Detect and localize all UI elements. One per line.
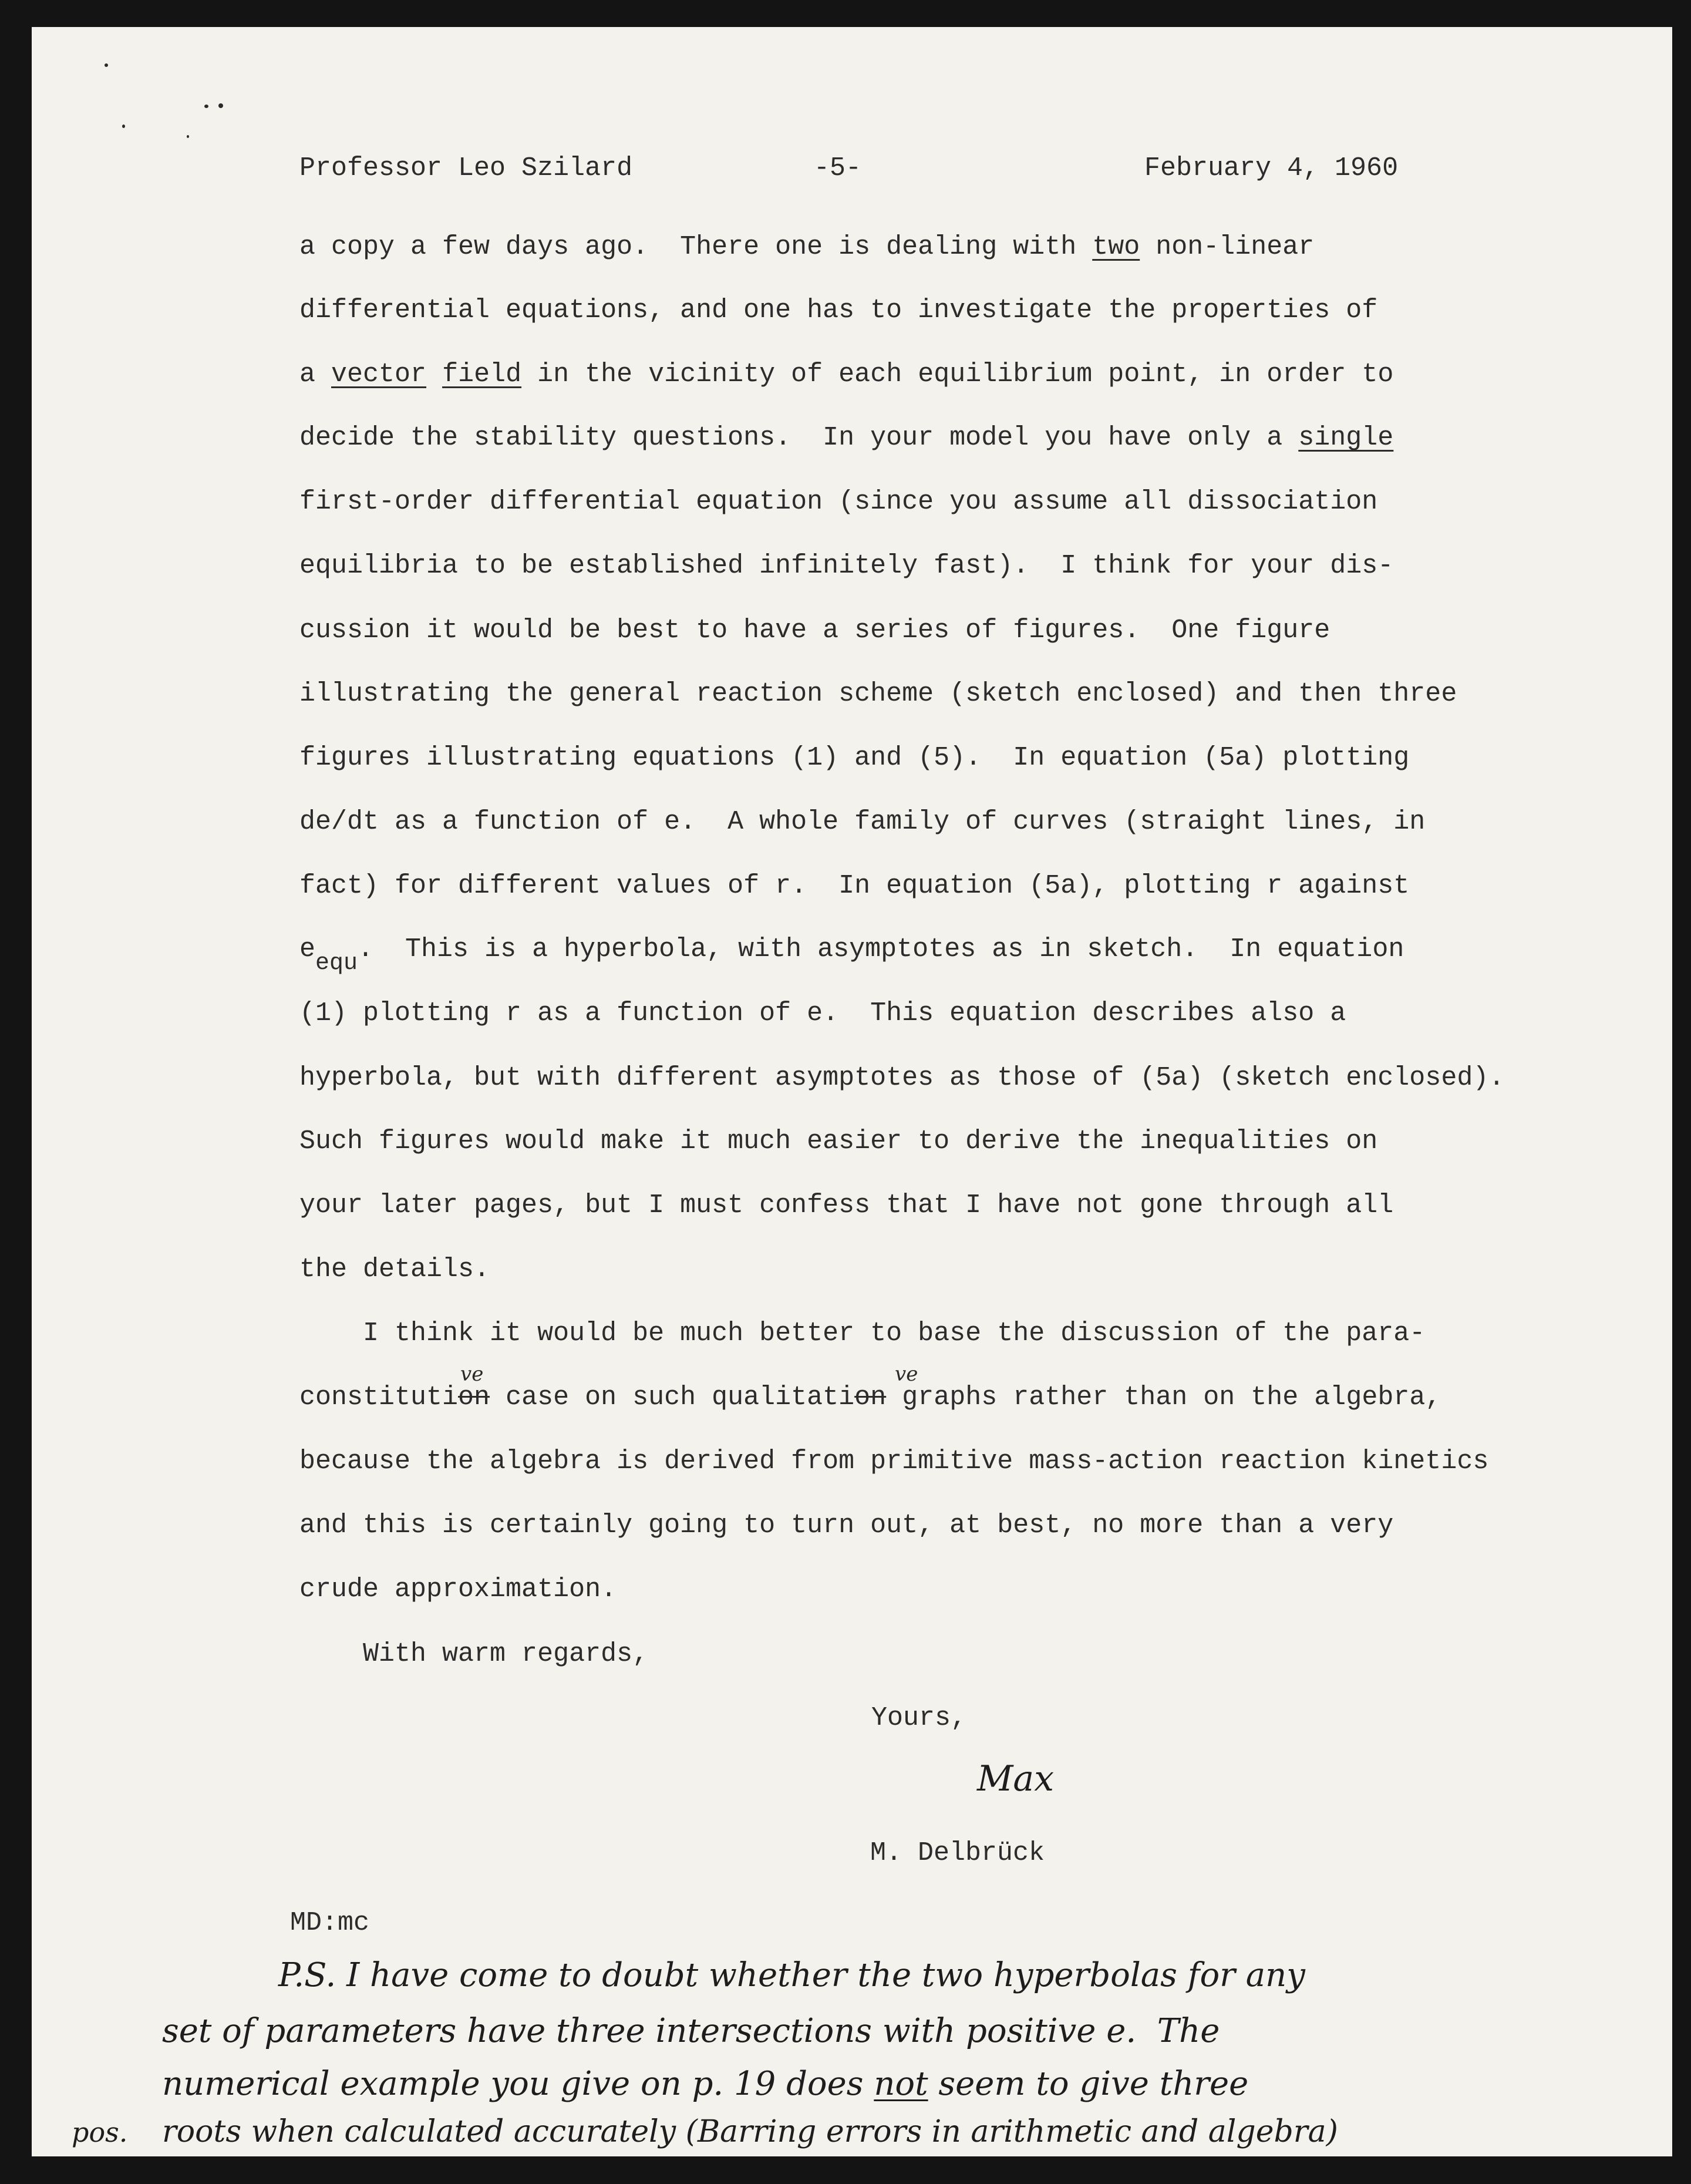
subscript: equ (315, 950, 358, 977)
paper-speck (187, 135, 189, 138)
underlined-word: not (874, 2065, 928, 2103)
postscript-margin-note: pos. (72, 2116, 128, 2148)
header-date: February 4, 1960 (1144, 153, 1399, 183)
postscript-line-3: numerical example you give on p. 19 does not seem to give three (162, 2065, 1249, 2103)
body-line-22: crude approximation. (299, 1574, 617, 1604)
underlined-word: single (1298, 423, 1394, 453)
postscript-line-4: roots when calculated accurately (Barring errors in arithmetic and algebra) (162, 2114, 1338, 2149)
body-line-13: (1) plotting r as a function of e. This equation describes also a (299, 998, 1346, 1028)
body-line-14: hyperbola, but with different asymptotes as those of (5a) (sketch enclosed). (299, 1063, 1505, 1093)
body-line-17: the details. (299, 1254, 490, 1284)
underlined-word: field (442, 359, 522, 389)
postscript-line-1: P.S. I have come to doubt whether the two hyperbolas for any (278, 1956, 1305, 1994)
body-line-3: a vector field in the vicinity of each equilibrium point, in order to (299, 359, 1394, 389)
struck-text: on (854, 1382, 887, 1412)
underlined-word: two (1092, 232, 1140, 262)
body-line-10: de/dt as a function of e. A whole family of curves (straight lines, in (299, 807, 1426, 837)
paper-speck (218, 103, 223, 108)
body-line-19: constitution case on such qualitation graphs rather than on the algebra, (299, 1382, 1441, 1412)
handwritten-insertion: ve (895, 1362, 918, 1386)
underlined-word: vector (331, 359, 427, 389)
body-line-16: your later pages, but I must confess that I have not gone through all (299, 1190, 1394, 1220)
body-line-20: because the algebra is derived from primitive mass-action reaction kinetics (299, 1446, 1489, 1476)
paper-speck (204, 105, 208, 108)
body-line-4: decide the stability questions. In your model you have only a single (299, 423, 1394, 453)
letter-page (32, 27, 1672, 2156)
signature: Max (977, 1758, 1055, 1799)
body-line-5: first-order differential equation (since you assume all dissociation (299, 487, 1378, 517)
body-line-21: and this is certainly going to turn out, at best, no more than a very (299, 1510, 1394, 1540)
body-line-18: I think it would be much better to base the discussion of the para- (299, 1318, 1426, 1348)
body-line-15: Such figures would make it much easier to derive the inequalities on (299, 1126, 1378, 1156)
body-line-6: equilibria to be established infinitely fast). I think for your dis- (299, 551, 1394, 581)
body-line-8: illustrating the general reaction scheme (sketch enclosed) and then three (299, 679, 1457, 709)
closing-yours: Yours, (871, 1703, 967, 1733)
typist-initials: MD:mc (290, 1908, 370, 1938)
postscript-line-2: set of parameters have three intersections with positive e. The (162, 2012, 1220, 2050)
body-line-23: With warm regards, (299, 1639, 649, 1669)
paper-speck (122, 124, 125, 128)
paper-speck (105, 63, 108, 67)
body-line-7: cussion it would be best to have a series of figures. One figure (299, 615, 1330, 645)
body-line-11: fact) for different values of r. In equation (5a), plotting r against (299, 871, 1410, 901)
handwritten-insertion: ve (460, 1362, 484, 1386)
body-line-2: differential equations, and one has to investigate the properties of (299, 295, 1378, 325)
header-recipient: Professor Leo Szilard (299, 153, 633, 183)
header-page-number: -5- (814, 153, 862, 183)
body-line-9: figures illustrating equations (1) and (5). In equation (5a) plotting (299, 743, 1410, 773)
closing-name: M. Delbrück (870, 1838, 1045, 1868)
body-line-1: a copy a few days ago. There one is dealing with two non-linear (299, 232, 1315, 262)
struck-text: on (458, 1382, 490, 1412)
body-line-12: eequ. This is a hyperbola, with asymptotes as in sketch. In equation (299, 934, 1404, 977)
